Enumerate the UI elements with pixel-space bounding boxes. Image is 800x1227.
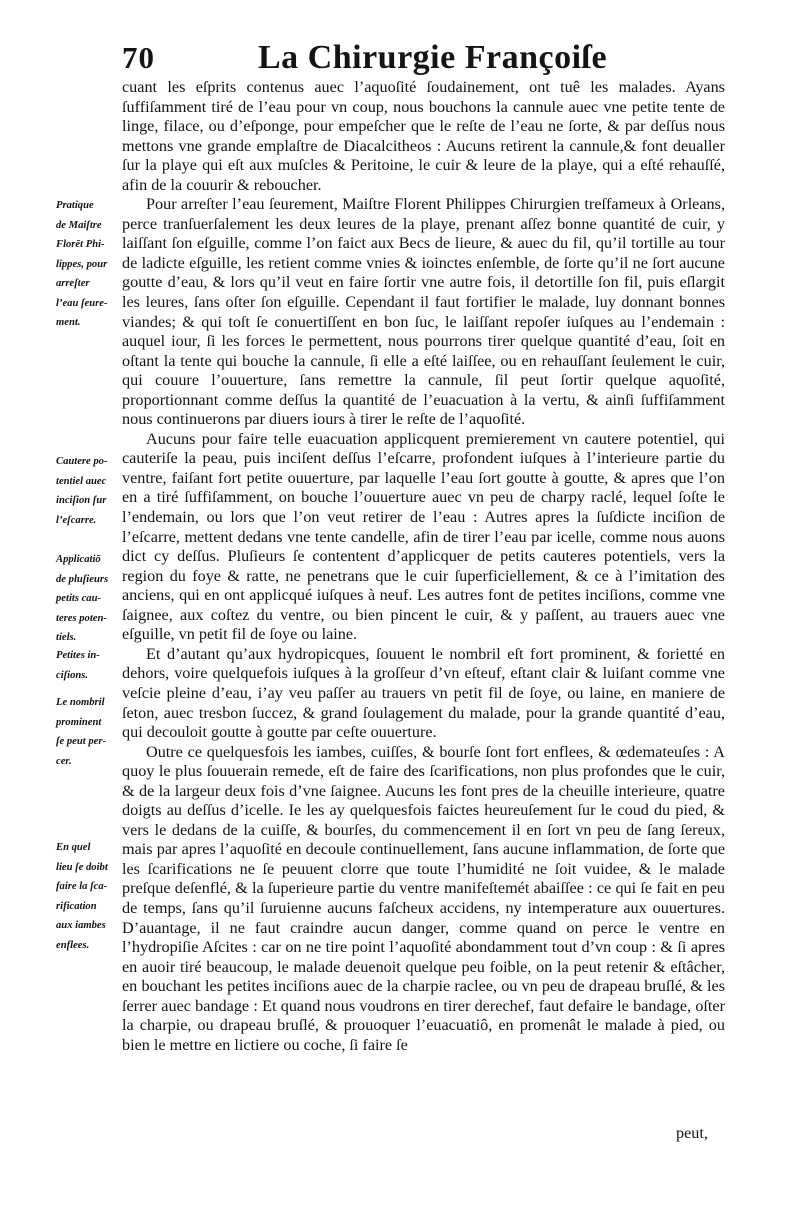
- paragraph: Et d’autant qu’aux hydropicques, ſouuent le nombril eſt fort prominent, & forietté en dehors, voire quelquefois iuſques à la groſſeur d’vn eſteuf, eſtant clair & luiſant comme vne veſcie pleine d’eau, i’ay veu paſſer au trauers vn petit fil de ſoye, ou laine, en maniere de ſeton, auec tresbon ſuccez, & grand ſoulagement du malade, pour la grande quantité d’eau, qui decouloit goutte à goutte par ceſte ouuerture.: [122, 644, 725, 742]
- paragraph: cuant les eſprits contenus auec l’aquoſité ſoudainement, ont tuê les malades. Ayans ſuffiſamment tiré de l’eau pour vn coup, nous bouchons la cannule auec vne petite tente de linge, filace, ou d’eſponge, pour empeſcher que le reſte de l’eau ne ſorte, & par deſſus nous mettons vne grande emplaſtre de Diacalcitheos : Aucuns retirent la cannule,& font deualler ſur la playe qui eſt aux muſcles & Peritoine, le cuir & leure de la playe, qui a eſté rehauſſé, afin de la couurir & reboucher.: [122, 78, 725, 194]
- paragraph: Pour arreſter l’eau ſeurement, Maiſtre Florent Philippes Chirurgien treſfameux à Orleans, perce tranſuerſalement les deux leures de la playe, prenant aſſez bonne quantité de cuir, y laiſſant ſon eſguille, comme l’on faict aux Becs de lieure, & auec du fil, qu’il tortille au tour de ladicte eſguille, les retient comme vnies & ioinctes enſemble, de ſorte qu’il ne ſort aucune goutte d’eau, & lors qu’il veut en faire ſortir vne autre fois, il detortille ſon fil, puis eſlargit les leures, ſans oſter ſon eſguille. Cependant il faut fortifier le malade, luy donnant bonnes viandes; & qui toſt ſe conuertiſſent en bon ſuc, le laiſſant repoſer iuſques au l’endemain : auquel iour, ſi les forces le permettent, nous pourrons tirer quelque quantité d’eau, ſoit en oſtant la tente qui bouche la cannule, ſi elle a eſté laiſſee, ou en rehauſſant ſeulement le cuir, qui couure l’ouuerture, ſans remettre la cannule, ſil peut ſortir quelque aquoſité, proportionnant comme deſſus la quantité de l’euacuation à la vertu, & ainſi ſuffiſamment nous continuerons par diuers iours à tirer le reſte de l’aquoſité.: [122, 195, 725, 429]
- catchword: peut,: [676, 1124, 708, 1142]
- marginal-note: Pratique de Maiſtre Florēt Phi- lippes, pour arreſter l’eau ſeure- ment.: [56, 200, 108, 328]
- marginal-note: Petites in- ciſions.: [56, 650, 100, 681]
- marginal-note: Cautere po- tentiel auec inciſion ſur l’eſcarre.: [56, 456, 108, 526]
- paragraph: Aucuns pour faire telle euacuation applicquent premierement vn cautere potentiel, qui cauteriſe la peau, puis inciſent deſſus l’eſcarre, profondent iuſques à l’interieure partie du ventre, faiſant fort petite ouuerture, par laquelle l’eau ſort goutte à goutte, & apres que l’on en a tiré ſuffiſamment, on bouche l’ouuerture auec vn peu de charpy raclé, lequel ſoſte le l’endemain, ou lors que l’on veut retirer de l’eau : Autres apres la ſuſdicte inciſion de l’eſcarre, mettent dedans vne tente candelle, afin de tirer l’eau par icelle, comme nous auons dict cy deſſus. Pluſieurs ſe contentent d’applicquer de petits cauteres potentiels, vers la region du foye & ratte, ne penetrans que le cuir ſuperficiellement, & ce à l’imitation des anciens, qui en ont applicqué iuſques à neuf. Les autres font de petites inciſions, comme vne ſaignee, aux coſtez du ventre, ou bien pincent le cuir, & y paſſent, au trauers auec vne eſguille, vn petit fil de ſoye ou laine.: [122, 429, 725, 644]
- marginal-note: Applicatiō de pluſieurs petits cau- teres poten- tiels.: [56, 554, 109, 643]
- paragraph: Outre ce quelquesfois les iambes, cuiſſes, & bourſe ſont fort enflees, & œdemateuſes : A quoy le plus ſouuerain remede, eſt de faire des ſcarifications, non plus profondes que le cuir, & de la largeur deux fois d’vne ſaignee. Aucuns les font pres de la cheuille interieure, quatre doigts au deſſus d’icelle. Ie les ay quelquesfois faictes heureuſement ſur le coud du pied, & vers le dedans de la cuiſſe, & bourſes, du commencement il en ſort vn peu de ſang ſereux, mais par apres l’aquoſité en decoule continuellement, ſans aucune inflammation, de ſorte que les ſcarifications ne ſe peuuent clorre que toute l’humidité ne ſoit vuidee, & le malade preſque deſenflé, & la ſuperieure partie du ventre manifeſtemét abaiſſee : ce qui ſe fait en peu de temps, ſans qu’il ſuruienne aucuns faſcheux accidens, ny intemperature aux ouuertures. D’auantage, il ne faut craindre aucun danger, comme quand on perce le ventre en l’hydropiſie Aſcites : car on ne tire point l’aquoſité abondamment tout d’vn coup : & ſi apres en auoir tiré beaucoup, le malade deuenoit quelque peu foible, on la peut retenir & eſtâcher, en bouchant les petites inciſions auec de la charpie raclee, ou vn peu de drapeau bruſlé, & les ſerrer auec bandage : Et quand nous voudrons en tirer derechef, faut defaire le bandage, oſter la charpie, ou drapeau bruſlé, & prouoquer l’euacuatiô, en promenât le malade à pied, ou bien le mettre en lictiere ou coche, ſi faire ſe: [122, 742, 725, 1054]
- marginal-note: Le nombril prominent ſe peut per- cer.: [56, 697, 107, 767]
- running-title: La Chirurgie Françoiſe: [258, 39, 608, 76]
- page-number: 70: [122, 40, 155, 75]
- marginal-note: En quel lieu ſe doibt faire la ſca- rification aux iambes enflees.: [56, 842, 108, 951]
- body-text: [122, 78, 725, 1055]
